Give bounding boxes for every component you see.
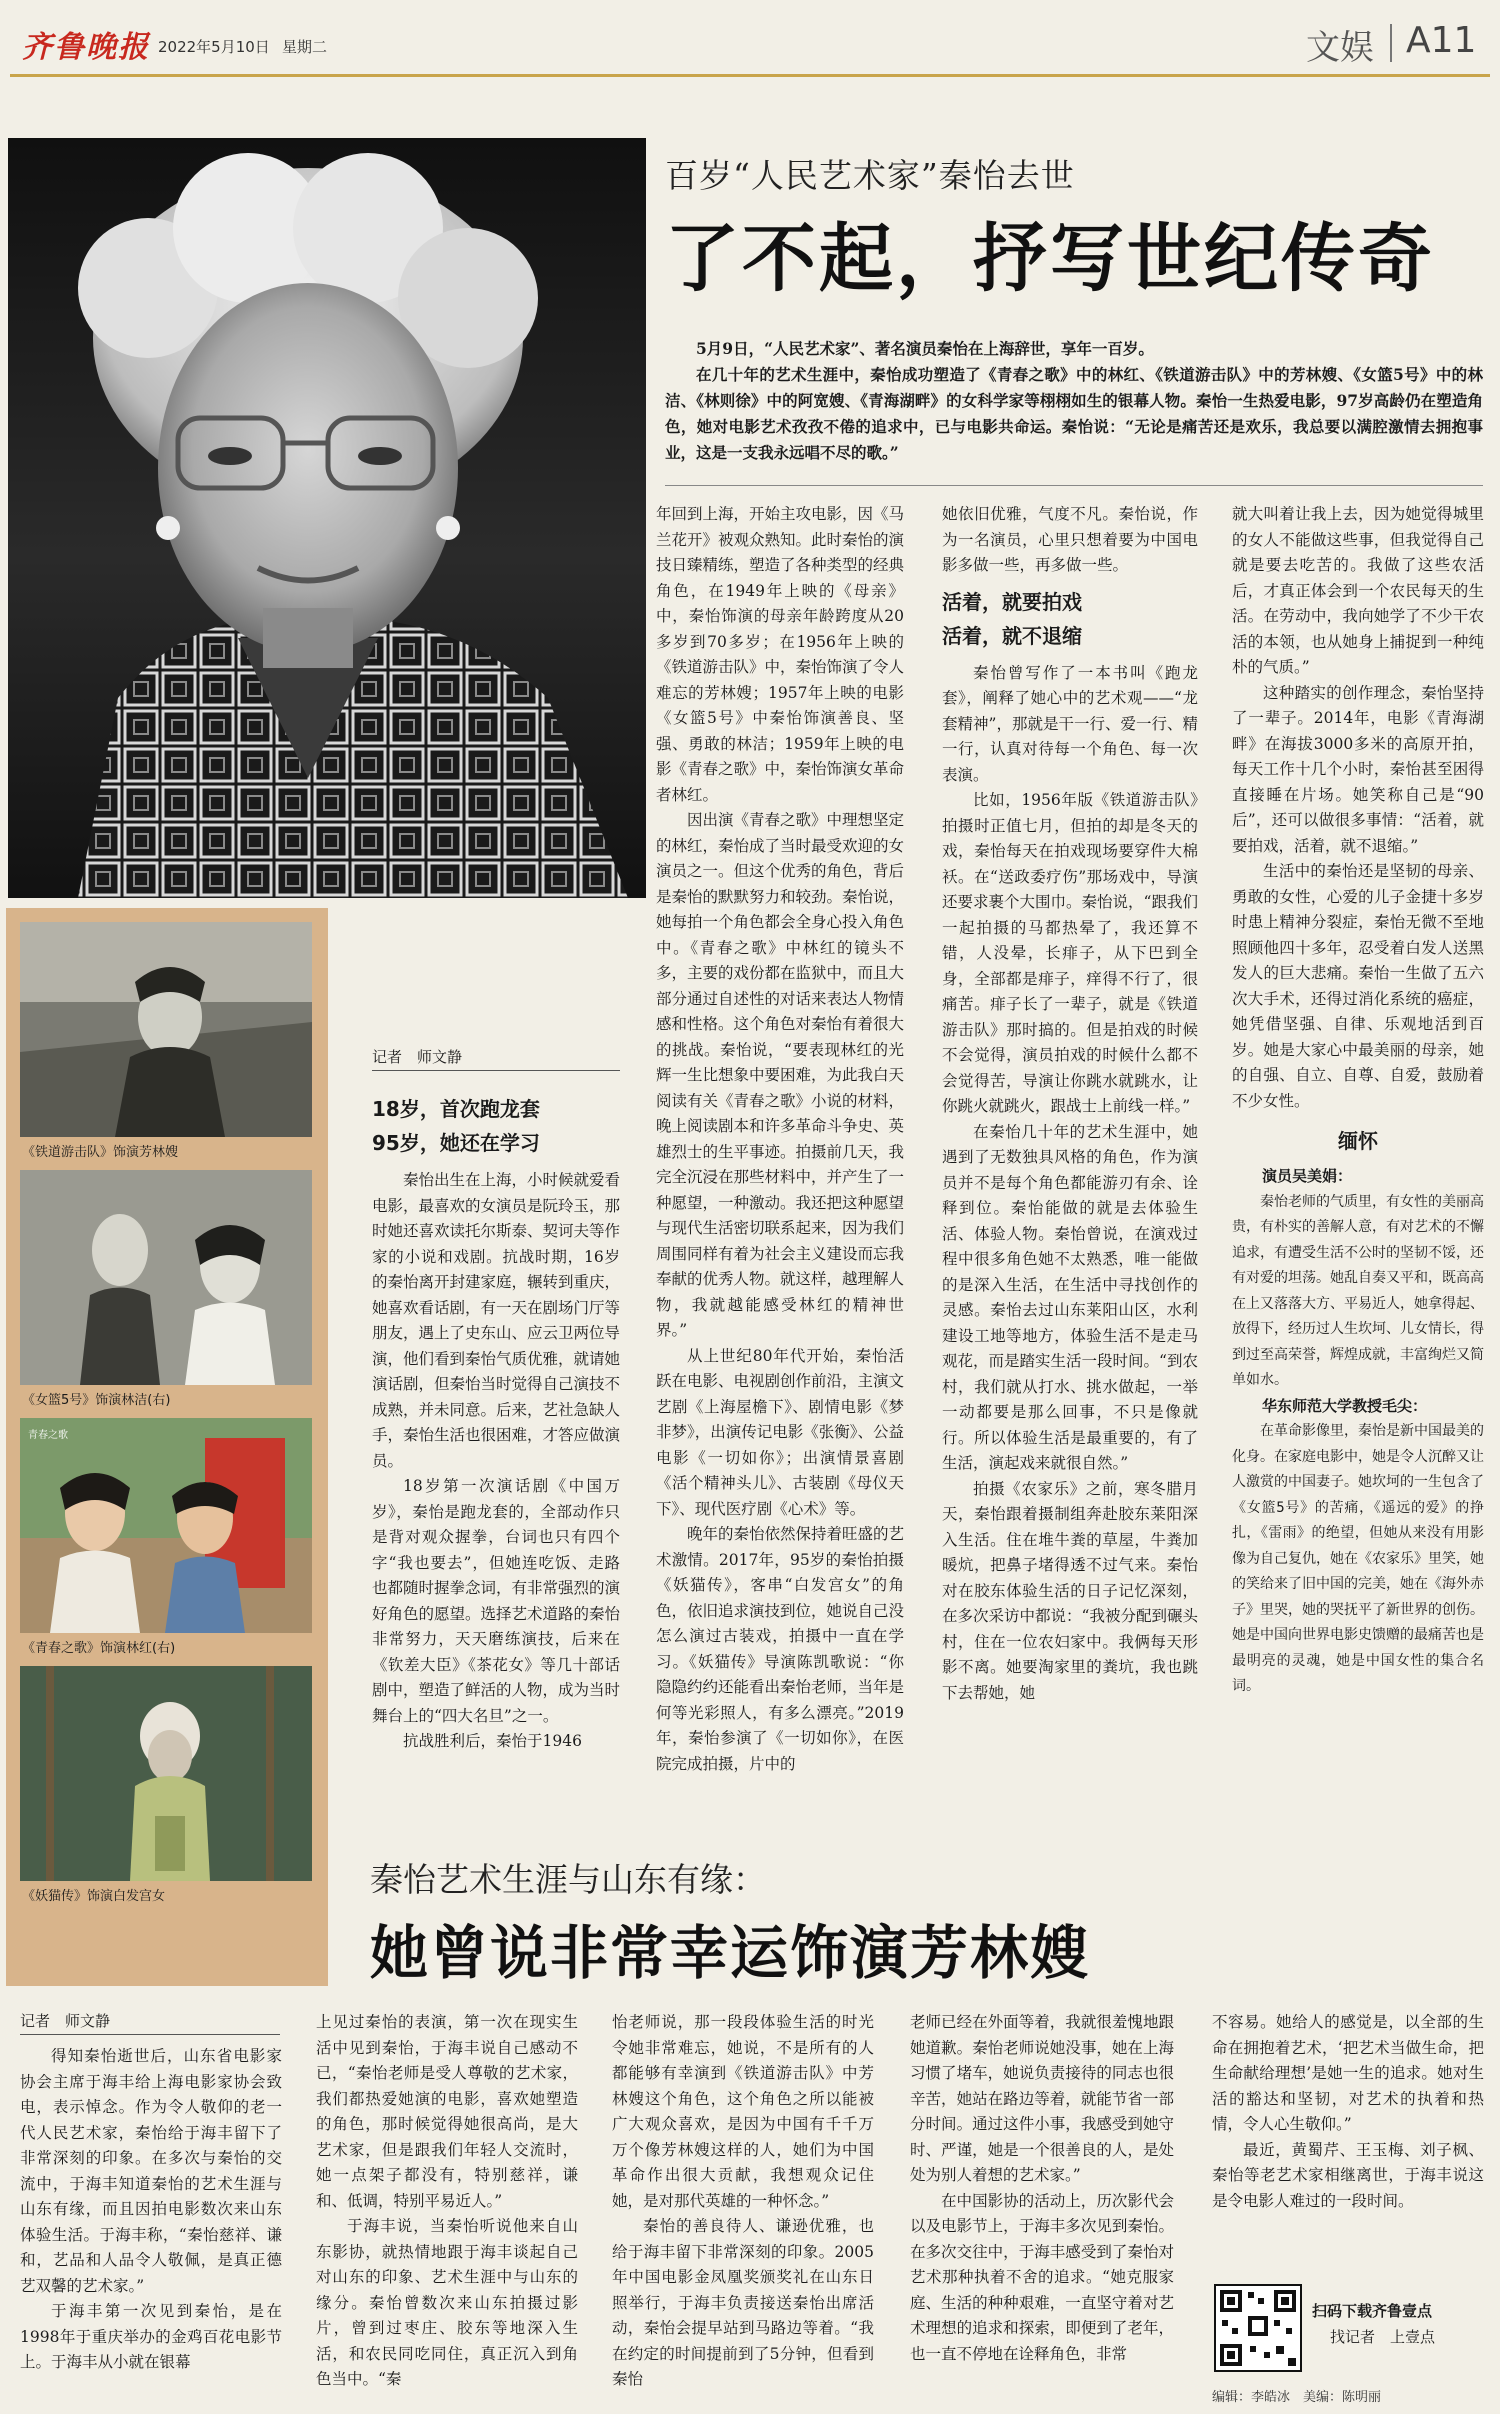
issue-date: 2022年5月10日 [158, 38, 270, 56]
lead-headline: 了不起，抒写世纪传奇 [665, 216, 1435, 302]
body-paragraph: 秦怡出生在上海，小时候就爱看电影，最喜欢的女演员是阮玲玉，那时她还喜欢读托尔斯泰、契诃夫等作家的小说和戏剧。抗战时期，16岁的秦怡离开封建家庭，辗转到重庆，她喜欢看话剧，有一天在剧场门厅等朋友，遇上了史东山、应云卫两位导演，他们看到秦怡气质优雅，就请她演话剧，但秦怡当时觉得自己演技不成熟，并未同意。后来，艺社急缺人手，秦怡生活也很困难，才答应做演员。 [372, 1171, 620, 1470]
body-paragraph: 不容易。她给人的感觉是，以全部的生命在拥抱着艺术，‘把艺术当做生命，把生命献给理想’是她一生的追求。她对生活的豁达和坚韧，对艺术的执着和热情，令人心生敬仰。” [1212, 2013, 1484, 2133]
memorial-text: 在革命影像里，秦怡是新中国最美的化身。在家庭电影中，她是令人沉醉又让人激赏的中国妻子。她坎坷的一生包含了《女篮5号》的苦痛，《遥远的爱》的挣扎，《雷雨》的绝望，但她从来没有用影像为自己复仇，她在《农家乐》里笑，她的笑给来了旧中国的完美，她在《海外赤子》里哭，她的哭抚平了新世界的创伤。她是中国向世界电影史馈赠的最痛苦也是最明亮的灵魂，她是中国女性的集合名词。 [1232, 1423, 1484, 1694]
still-caption: 《青春之歌》饰演林红(右) [22, 1641, 176, 1656]
lead-col-2 [656, 502, 904, 1942]
body-paragraph: 生活中的秦怡还是坚韧的母亲、勇敢的女性，心爱的儿子金捷十多岁时患上精神分裂症，秦怡无微不至地照顾他四十多年，忍受着白发人送黑发人的巨大悲痛。秦怡一生做了五六次大手术，还得过消化系统的癌症，她凭借坚强、自律、乐观地活到百岁。她是大家心中最美丽的母亲，她的自强、自立、自尊、自爱，鼓励着不少女性。 [1232, 862, 1484, 1110]
second-col-1 [20, 2044, 282, 2399]
body-paragraph: 因出演《青春之歌》中理想坚定的林红，秦怡成了当时最受欢迎的女演员之一。但这个优秀的角色，背后是秦怡的默默努力和较劲。秦怡说，她每拍一个角色都会全身心投入角色中。《青春之歌》中林红的镜头不多，主要的戏份都在监狱中，而且大部分通过自述性的对话来表达人物情感和性格。这个角色对秦怡有着很大的挑战。秦怡说，“要表现林红的光辉一生比想象中要困难，为此我白天阅读有关《青春之歌》小说的材料，晚上阅读剧本和许多革命斗争史、英雄烈士的生平事迹。拍摄前几天，我完全沉浸在那些材料中，并产生了一种愿望，一种激动。我还把这种愿望与现代生活密切联系起来，因为我们周围同样有着为社会主义建设而忘我奉献的优秀人物。就这样，越理解人物，我就越能感受林红的精神世界。” [656, 811, 904, 1339]
body-paragraph: 在秦怡几十年的艺术生涯中，她遇到了无数独具风格的角色，作为演员并不是每个角色都能游刃有余、诠释到位。秦怡能做的就是去体验生活、体验人物。秦怡曾说，在演戏过程中很多角色她不太熟悉，唯一能做的是深入生活，在生活中寻找创作的灵感。秦怡去过山东莱阳山区，水利建设工地等地方，体验生活不是走马观花，而是踏实生活一段时间。“到农村，我们就从打水、挑水做起，一举一动都要是那么回事，不只是像就行。所以体验生活是最重要的，有了生活，演起戏来就很自然。” [942, 1122, 1198, 1472]
memorial-name: 华东师范大学教授毛尖： [1262, 1396, 1428, 1415]
lead-col-3 [942, 502, 1198, 1942]
poster-mark: 青春之歌 [28, 1430, 68, 1441]
portrait-photo [8, 138, 646, 898]
lead-byline: 记者 师文静 [372, 1048, 463, 1066]
body-paragraph: 就大叫着让我上去，因为她觉得城里的女人不能做这些事，但我觉得自己就是要去吃苦的。我做了这些农活后，才真正体会到一个农民每天的生活。在劳动中，我向她学了不少干农活的本领，也从她身上捕捉到一种纯朴的气质。” [1232, 505, 1484, 676]
subhead-line: 95岁，她还在学习 [372, 1131, 540, 1155]
body-paragraph: 秦怡曾写作了一本书叫《跑龙套》，阐释了她心中的艺术观——“龙套精神”，那就是干一行、爱一行、精一行，认真对待每一个角色、每一次表演。 [942, 663, 1198, 784]
body-paragraph: 于海丰说，当秦怡听说他来自山东影协，就热情地跟于海丰谈起自己对山东的印象、艺术生涯中与山东的缘分。秦怡曾数次来山东拍摄过影片，曾到过枣庄、胶东等地深入生活，和农民同吃同住，真正沉入到角色当中。“秦 [316, 2217, 578, 2388]
second-col-5 [1212, 2010, 1484, 2260]
intro-paragraph: 在几十年的艺术生涯中，秦怡成功塑造了《青春之歌》中的林红、《铁道游击队》中的芳林嫂、《女篮5号》中的林洁、《林则徐》中的阿宽嫂、《青海湖畔》的女科学家等栩栩如生的银幕人物。秦怡一生热爱电影，97岁高龄仍在塑造角色，她对电影艺术孜孜不倦的追求中，已与电影共命运。秦怡说：“无论是痛苦还是欢乐，我总要以满腔激情去拥抱事业，这是一支我永远唱不尽的歌。” [665, 365, 1483, 462]
section-subhead [942, 585, 1198, 653]
body-paragraph: 于海丰第一次见到秦怡，是在1998年于重庆举办的金鸡百花电影节上。于海丰从小就在银幕 [20, 2302, 282, 2371]
second-headline: 她曾说非常幸运饰演芳林嫂 [370, 1919, 1091, 1987]
lead-intro [665, 336, 1483, 466]
body-paragraph: 老师已经在外面等着，我就很羞愧地跟她道歉。秦怡老师说她没事，她在上海习惯了堵车，她说负责接待的同志也很辛苦，她站在路边等着，就能节省一部分时间。通过这件小事，我感受到她守时、严谨，她是一个很善良的人，是处处为别人着想的艺术家。” [910, 2013, 1174, 2184]
body-paragraph: 得知秦怡逝世后，山东省电影家协会主席于海丰给上海电影家协会致电，表示悼念。作为令人敬仰的老一代人民艺术家，秦怡给于海丰留下了非常深刻的印象。在多次与秦怡的交流中，于海丰知道秦怡的艺术生涯与山东有缘，而且因拍电影数次来山东体验生活。于海丰称，“秦怡慈祥、谦和，艺品和人品令人敬佩，是真正德艺双馨的艺术家。” [20, 2047, 282, 2295]
page-number: A11 [1406, 20, 1477, 61]
subhead-line: 活着，就不退缩 [942, 623, 1082, 648]
body-paragraph: 她依旧优雅，气度不凡。秦怡说，作为一名演员，心里只想着要为中国电影多做一些，再多做一些。 [942, 505, 1198, 574]
lead-col-1 [372, 1092, 620, 1942]
memorial-title: 缅怀 [1338, 1129, 1378, 1153]
subhead-line: 活着，就要拍戏 [942, 589, 1082, 614]
still-caption: 《铁道游击队》饰演芳林嫂 [22, 1145, 179, 1160]
body-paragraph: 年回到上海，开始主攻电影，因《马兰花开》被观众熟知。此时秦怡的演技日臻精练，塑造了各种类型的经典角色，在1949年上映的《母亲》中，秦怡饰演的母亲年龄跨度从20多岁到70多岁；在1956年上映的《铁道游击队》中，秦怡饰演了令人难忘的芳林嫂；1957年上映的电影《女篮5号》中秦怡饰演善良、坚强、勇敢的林洁；1959年上映的电影《青春之歌》中，秦怡饰演女革命者林红。 [656, 505, 904, 804]
body-paragraph: 从上世纪80年代开始，秦怡活跃在电影、电视剧创作前沿，主演文艺剧《上海屋檐下》、剧情电影《梦非梦》，出演传记电影《张衡》、公益电影《一切如你》；出演情景喜剧《活个精神头儿》、古装剧《母仪天下》、现代医疗剧《心术》等。 [656, 1346, 904, 1518]
body-paragraph: 拍摄《农家乐》之前，寒冬腊月天，秦怡跟着摄制组奔赴胶东莱阳深入生活。住在堆牛粪的草屋，牛粪加暖炕，把鼻子堵得透不过气来。秦怡对在胶东体验生活的日子记忆深刻，在多次采访中都说：“我被分配到碾头村，住在一位农妇家中。我俩每天形影不离。她要淘家里的粪坑，我也跳下去帮她，她 [942, 1479, 1198, 1702]
still-caption: 《妖猫传》饰演白发宫女 [22, 1889, 166, 1904]
masthead [0, 0, 1500, 80]
qr-code[interactable] [1214, 2284, 1302, 2372]
section-divider [1390, 24, 1392, 62]
still-caption: 《女篮5号》饰演林洁(右) [22, 1393, 171, 1408]
lead-col-4 [1232, 502, 1484, 1942]
body-paragraph: 晚年的秦怡依然保持着旺盛的艺术激情。2017年，95岁的秦怡拍摄《妖猫传》，客串“白发宫女”的角色，依旧追求演技到位，她说自己没怎么演过古装戏，拍摄中一直在学习。《妖猫传》导演陈凯歌说：“你隐隐约约还能看出秦怡老师，当年是何等光彩照人，有多么漂亮。”2019年，秦怡参演了《一切如你》，在医院完成拍摄，片中的 [656, 1525, 904, 1773]
still-photo [20, 1666, 312, 1881]
body-paragraph: 怡老师说，那一段段体验生活的时光令她非常难忘，她说，不是所有的人都能够有幸演到《铁道游击队》中芳林嫂这个角色，这个角色之所以能被广大观众喜欢，是因为中国有千千万万个像芳林嫂这样的人，她们为中国革命作出很大贡献，我想观众记住她，是对那代英雄的一种怀念。” [612, 2013, 874, 2210]
intro-paragraph: 5月9日，“人民艺术家”、著名演员秦怡在上海辞世，享年一百岁。 [696, 339, 1154, 358]
body-paragraph: 在中国影协的活动上，历次影代会以及电影节上，于海丰多次见到秦怡。在多次交往中，于海丰感受到了秦怡对艺术那种执着不舍的追求。“她克服家庭、生活的种种艰难，一直坚守着对艺术理想的追求和探索，即便到了老年，也一直不停地在诠释角色，非常 [910, 2191, 1174, 2363]
byline-rule [372, 1070, 620, 1071]
second-col-4 [910, 2010, 1174, 2400]
body-paragraph: 18岁第一次演话剧《中国万岁》，秦怡是跑龙套的，全部动作只是背对观众握拳，台词也只有四个字“我也要去”，但她连吃饭、走路也都随时握拳念词，有非常强烈的演好角色的愿望。选择艺术道路的秦怡非常努力，天天磨练演技，后来在《钦差大臣》《茶花女》等几十部话剧中，塑造了鲜活的人物，成为当时舞台上的“四大名旦”之一。 [372, 1477, 620, 1725]
second-col-2 [316, 2010, 578, 2400]
page-footer-credit: 编辑：李皓冰 美编：陈明丽 [1212, 2390, 1382, 2405]
byline-rule [20, 2034, 280, 2035]
second-byline: 记者 师文静 [20, 2012, 111, 2030]
qr-sublabel: 找记者 上壹点 [1330, 2328, 1436, 2346]
body-paragraph: 最近，黄蜀芹、王玉梅、刘子枫、秦怡等老艺术家相继离世，于海丰说这是令电影人难过的一段时间。 [1212, 2140, 1484, 2210]
paper-logo: 齐鲁晚报 [22, 30, 150, 65]
subhead-line: 18岁，首次跑龙套 [372, 1097, 540, 1121]
section-name: 文娱 [1306, 28, 1374, 68]
second-col-3 [612, 2010, 874, 2400]
section-subhead [372, 1092, 620, 1160]
memorial-text: 秦怡老师的气质里，有女性的美丽高贵，有朴实的善解人意，有对艺术的不懈追求，有遭受生活不公时的坚韧不馁，还有对爱的坦荡。她乱自奏又平和，既高高在上又落落大方、平易近人，她拿得起、放得下，经历过人生坎坷、儿女情长，得到过至高荣誉，辉煌成就，丰富绚烂又简单如水。 [1232, 1193, 1484, 1388]
lead-kicker: 百岁“人民艺术家”秦怡去世 [665, 156, 1075, 195]
body-paragraph: 抗战胜利后，秦怡于1946 [403, 1732, 582, 1750]
qr-label: 扫码下载齐鲁壹点 [1312, 2302, 1433, 2320]
body-paragraph: 比如，1956年版《铁道游击队》拍摄时正值七月，但拍的却是冬天的戏，秦怡每天在拍戏现场要穿件大棉袄。在“送政委疗伤”那场戏中，导演还要求裹个大围巾。秦怡说，“跟我们一起拍摄的马都热晕了，我还算不错，人没晕，长痱子，从下巴到全身，全部都是痱子，痒得不行了，很痛苦。痱子长了一辈子，就是《铁道游击队》那时搞的。但是拍戏的时候不会觉得，演员拍戏的时候什么都不会觉得苦，导演让你跳水就跳水，让你跳火就跳火，跟战士上前线一样。” [942, 791, 1198, 1115]
still-photo [20, 1170, 312, 1385]
still-photo [20, 922, 312, 1137]
stills-panel [6, 908, 328, 1986]
issue-weekday: 星期二 [282, 38, 328, 56]
masthead-rule [10, 74, 1490, 77]
memorial-name: 演员吴美娟： [1262, 1167, 1353, 1185]
body-paragraph: 秦怡的善良待人、谦逊优雅，也给于海丰留下非常深刻的印象。2005年中国电影金凤凰奖颁奖礼在山东日照举行，于海丰负责接送秦怡出席活动，秦怡会提早站到马路边等着。“我在约定的时间提前到了5分钟，但看到秦怡 [612, 2217, 874, 2388]
second-kicker: 秦怡艺术生涯与山东有缘： [370, 1860, 766, 1899]
still-photo [20, 1418, 312, 1633]
lead-intro-rule [665, 485, 1483, 486]
body-paragraph: 这种踏实的创作理念，秦怡坚持了一辈子。2014年，电影《青海湖畔》在海拔3000多米的高原开拍，每天工作十几个小时，秦怡甚至困得直接睡在片场。她笑称自己是“90后”，还可以做很多事情：“活着，就要拍戏，活着，就不退缩。” [1232, 683, 1484, 855]
body-paragraph: 上见过秦怡的表演，第一次在现实生活中见到秦怡，于海丰说自己感动不已，“秦怡老师是受人尊敬的艺术家，我们都热爱她演的电影，喜欢她塑造的角色，那时候觉得她很高尚，是大艺术家，但是跟我们年轻人交流时，她一点架子都没有，特别慈祥，谦和、低调，特别平易近人。” [316, 2013, 578, 2210]
